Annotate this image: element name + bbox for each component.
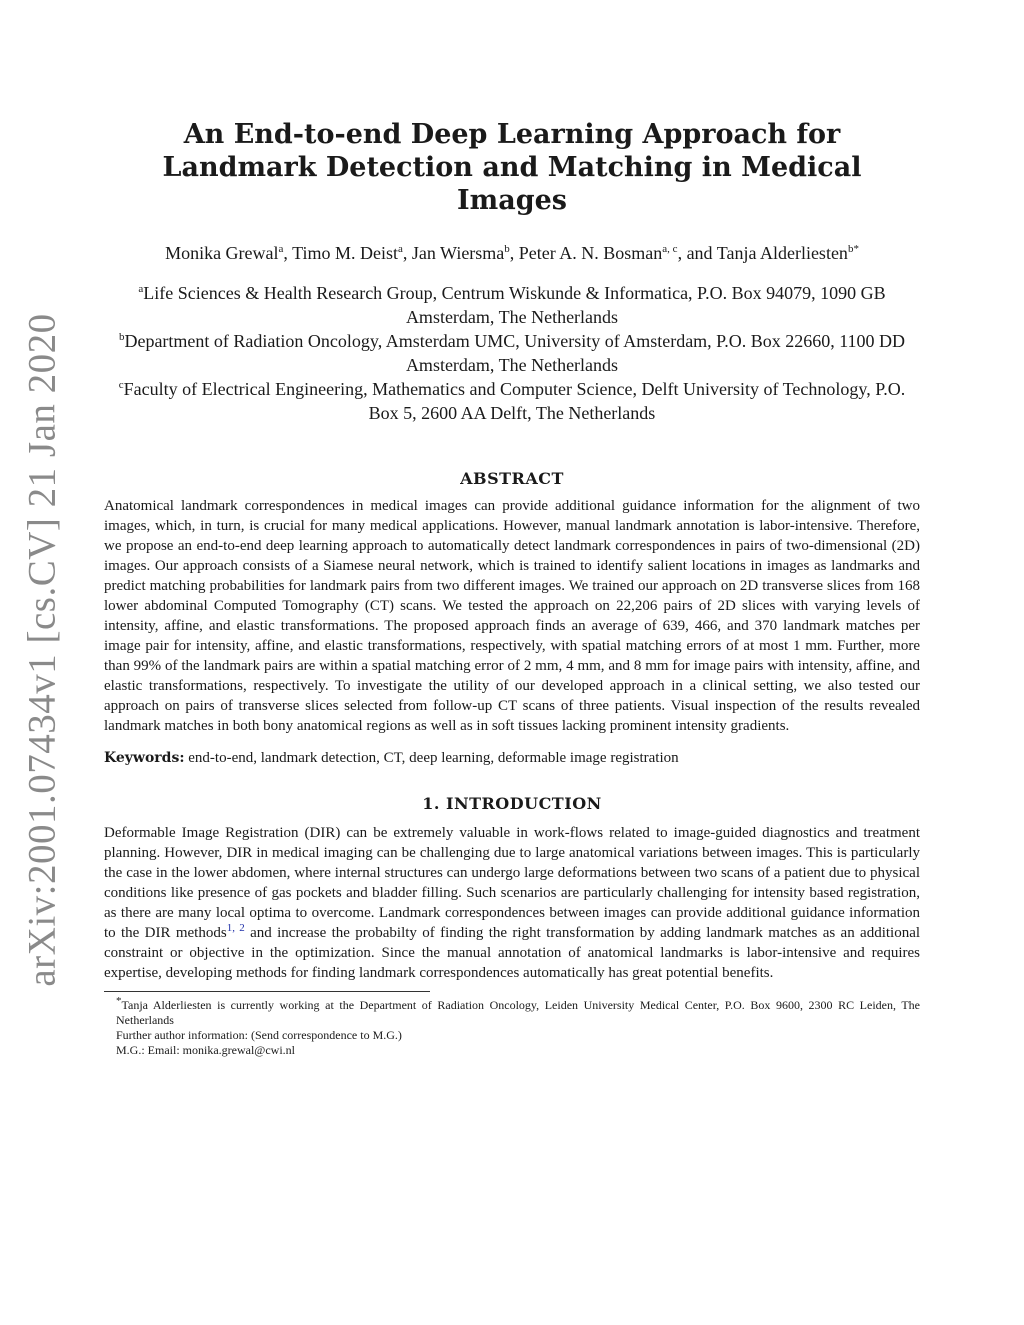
intro-paragraph: Deformable Image Registration (DIR) can be extremely valuable in work-flows related to image-guided diagnostics and treatment planning. However, DIR in medical imaging can be challenging due to large anatomical variations between images. This is particularly the case in the lower abdomen, where internal structures can undergo large deformations between two scans of a patient due to physical conditions like presence of gas pockets and bladder filling. Such scenarios are particularly challenging for intensity based registration, as there are many local optima to overcome. Landmark correspondences between images can provide additional guidance information to the DIR methods$^{1, 2}$ and increase the probabilty of finding the right transformation by adding landmark matches as an additional constraint or objective in the optimization. Since the manual annotation of anatomical landmarks is labor-intensive and requires expertise, developing methods for finding landmark correspondences automatically has great potential benefits. [104, 825, 921, 981]
paper-page [104, 118, 920, 1058]
affiliation: $^a$Life Sciences & Health Research Group, Centrum Wiskunde & Informatica, P.O. Box 94079, 1090 GB Amsterdam, The Netherlands [138, 283, 886, 327]
abstract-heading: ABSTRACT [460, 469, 564, 488]
footnote-email: M.G.: Email: monika.grewal@cwi.nl [116, 1043, 296, 1057]
footnotes [104, 995, 920, 1058]
author: Tanja Alderliesten$^{b*}$ [716, 243, 859, 263]
keywords-list: end-to-end, landmark detection, CT, deep learning, deformable image registration [188, 750, 679, 766]
footnote-author-info: Further author information: (Send correspondence to M.G.) [116, 1028, 402, 1042]
paper-title: An End-to-end Deep Learning Approach for Landmark Detection and Matching in Medical Images [162, 119, 862, 216]
intro-heading: 1. INTRODUCTION [422, 794, 602, 813]
abstract-body: Anatomical landmark correspondences in medical images can provide additional guidance information for the alignment of two images, which, in turn, is crucial for many medical applications. However, manual landmark annotation is labor-intensive. Therefore, we propose an end-to-end deep learning approach to automatically detect landmark correspondences in pairs of two-dimensional (2D) images. Our approach consists of a Siamese neural network, which is trained to identify salient locations in images as landmarks and predict matching probabilities for landmark pairs from two different images. We trained our approach on 2D transverse slices from 168 lower abdominal Computed Tomography (CT) scans. We tested the approach on 22,206 pairs of 2D slices with varying levels of intensity, affine, and elastic transformations. The proposed approach finds an average of 639, 466, and 370 landmark matches per image pair for intensity, affine, and elastic transformations, respectively, with spatial matching errors of at most 1 mm. Further, more than 99% of the landmark pairs are within a spatial matching error of 2 mm, 4 mm, and 8 mm for image pairs with intensity, affine, and elastic transformations, respectively. To investigate the utility of our developed approach in a clinical setting, we also tested our approach on pairs of transverse slices selected from follow-up CT scans of three patients. Visual inspection of the results revealed landmark matches in both bony anatomical regions as well as in soft tissues lacking prominent intensity gradients. [104, 498, 920, 734]
affiliation: $^b$Department of Radiation Oncology, Amsterdam UMC, University of Amsterdam, P.O. Box 22660, 1100 DD Amsterdam, The Netherlands [118, 331, 906, 375]
affiliation-list [104, 281, 920, 425]
keywords [104, 748, 920, 768]
affiliation: $^c$Faculty of Electrical Engineering, Mathematics and Computer Science, Delft University of Technology, P.O. Box 5, 2600 AA Delft, The Netherlands [118, 379, 906, 423]
footnote-affiliation-note: *Tanja Alderliesten is currently working at the Department of Radiation Oncology, Leiden University Medical Center, P.O. Box 9600, 2300 RC Leiden, The Netherlands [116, 995, 920, 1027]
footnote-divider [104, 991, 430, 992]
arxiv-identifier-stamp: arXiv:2001.07434v1 [cs.CV] 21 Jan 2020 [20, 313, 64, 987]
author-list [104, 241, 920, 265]
citation-link[interactable]: 1, 2 [226, 922, 245, 934]
author: Monika Grewal$^a$, [165, 243, 293, 263]
author: Timo M. Deist$^a$, [292, 243, 412, 263]
author: Peter A. N. Bosman$^{a, c}$, and [518, 243, 717, 263]
keywords-label: Keywords: [104, 750, 185, 766]
author: Jan Wiersma$^b$, [411, 243, 519, 263]
